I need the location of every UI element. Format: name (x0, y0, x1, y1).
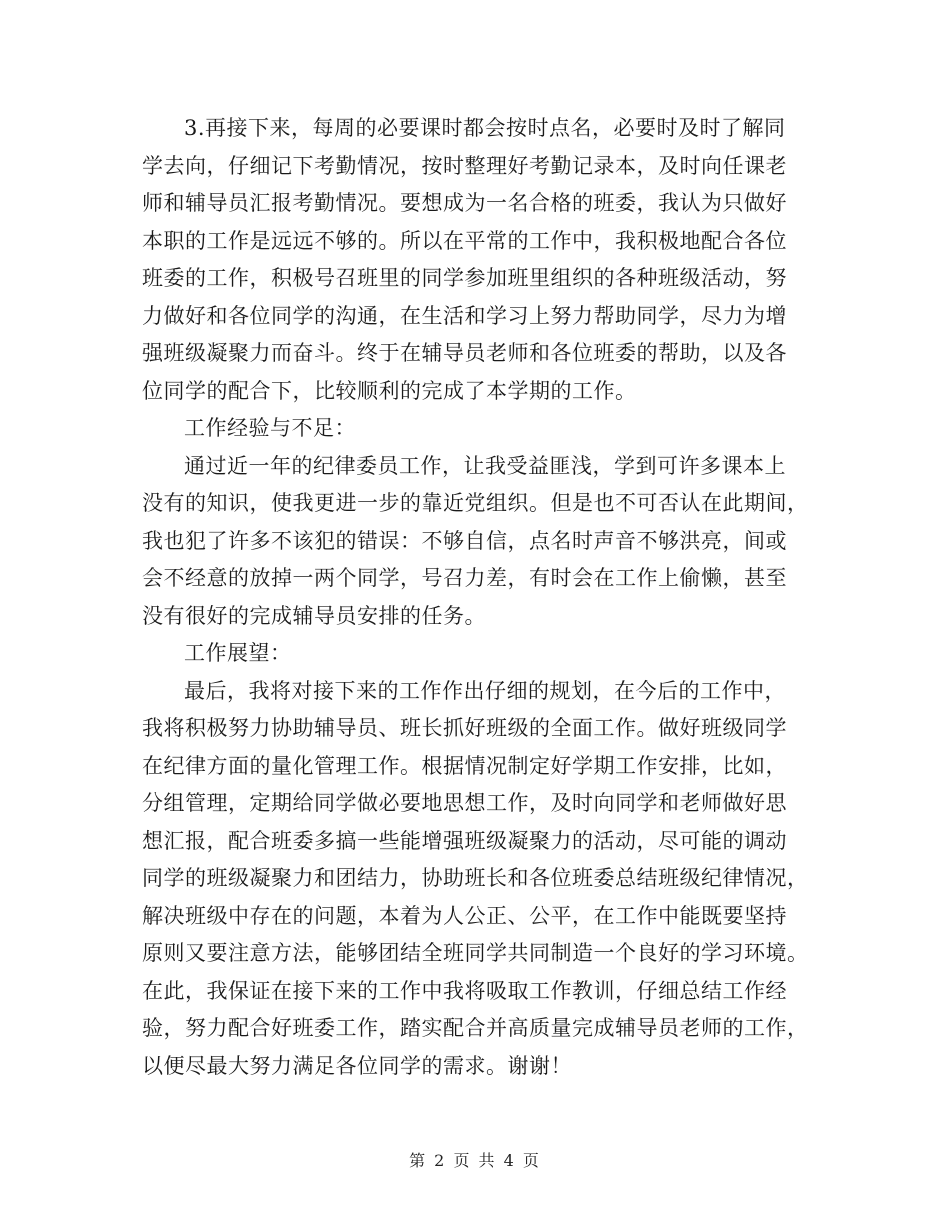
section-heading-outlook: 工作展望： (184, 641, 292, 665)
paragraph-line: 我也犯了许多不该犯的错误：不够自信，点名时声音不够洪亮，间或 (142, 528, 787, 553)
paragraph-line: 力做好和各位同学的沟通，在生活和学习上努力帮助同学，尽力为增 (142, 303, 787, 328)
paragraph-line: 最后，我将对接下来的工作作出仔细的规划，在今后的工作中， (184, 678, 786, 703)
paragraph-line: 想汇报，配合班委多搞一些能增强班级凝聚力的活动，尽可能的调动 (142, 828, 787, 853)
paragraph-line: 验，努力配合好班委工作，踏实配合并高质量完成辅导员老师的工作， (142, 1016, 809, 1040)
paragraph-line: 班委的工作，积极号召班里的同学参加班里组织的各种班级活动，努 (142, 266, 787, 290)
paragraph-line: 没有很好的完成辅导员安排的任务。 (142, 603, 486, 628)
paragraph-line: 以便尽最大努力满足各位同学的需求。谢谢！ (142, 1053, 572, 1078)
paragraph-line: 3.再接下来，每周的必要课时都会按时点名，必要时及时了解同 (184, 116, 786, 140)
page-number-footer: 第 2 页 共 4 页 (409, 1151, 541, 1170)
paragraph-line: 我将积极努力协助辅导员、班长抓好班级的全面工作。做好班级同学 (142, 716, 787, 740)
paragraph-line: 位同学的配合下，比较顺利的完成了本学期的工作。 (142, 378, 637, 403)
paragraph-line: 在此，我保证在接下来的工作中我将吸取工作教训，仔细总结工作经 (142, 978, 787, 1003)
section-heading-experience: 工作经验与不足： (184, 416, 356, 440)
paragraph-line: 强班级凝聚力而奋斗。终于在辅导员老师和各位班委的帮助，以及各 (142, 341, 787, 365)
paragraph-line: 同学的班级凝聚力和团结力，协助班长和各位班委总结班级纪律情况， (142, 866, 809, 890)
paragraph-line: 本职的工作是远远不够的。所以在平常的工作中，我积极地配合各位 (142, 228, 787, 253)
paragraph-line: 通过近一年的纪律委员工作，让我受益匪浅，学到可许多课本上 (184, 453, 786, 478)
document-body (142, 110, 810, 1085)
paragraph-line: 原则又要注意方法，能够团结全班同学共同制造一个良好的学习环境。 (142, 941, 809, 965)
paragraph-line: 解决班级中存在的问题，本着为人公正、公平，在工作中能既要坚持 (142, 903, 787, 928)
paragraph-line: 学去向，仔细记下考勤情况，按时整理好考勤记录本，及时向任课老 (142, 153, 787, 178)
paragraph-line: 会不经意的放掉一两个同学，号召力差，有时会在工作上偷懒，甚至 (142, 566, 787, 590)
paragraph-line: 没有的知识，使我更进一步的靠近党组织。但是也不可否认在此期间， (142, 491, 809, 515)
paragraph-line: 在纪律方面的量化管理工作。根据情况制定好学期工作安排，比如， (142, 753, 787, 778)
paragraph-line: 师和辅导员汇报考勤情况。要想成为一名合格的班委，我认为只做好 (142, 191, 787, 215)
paragraph-line: 分组管理，定期给同学做必要地思想工作，及时向同学和老师做好思 (142, 791, 787, 815)
